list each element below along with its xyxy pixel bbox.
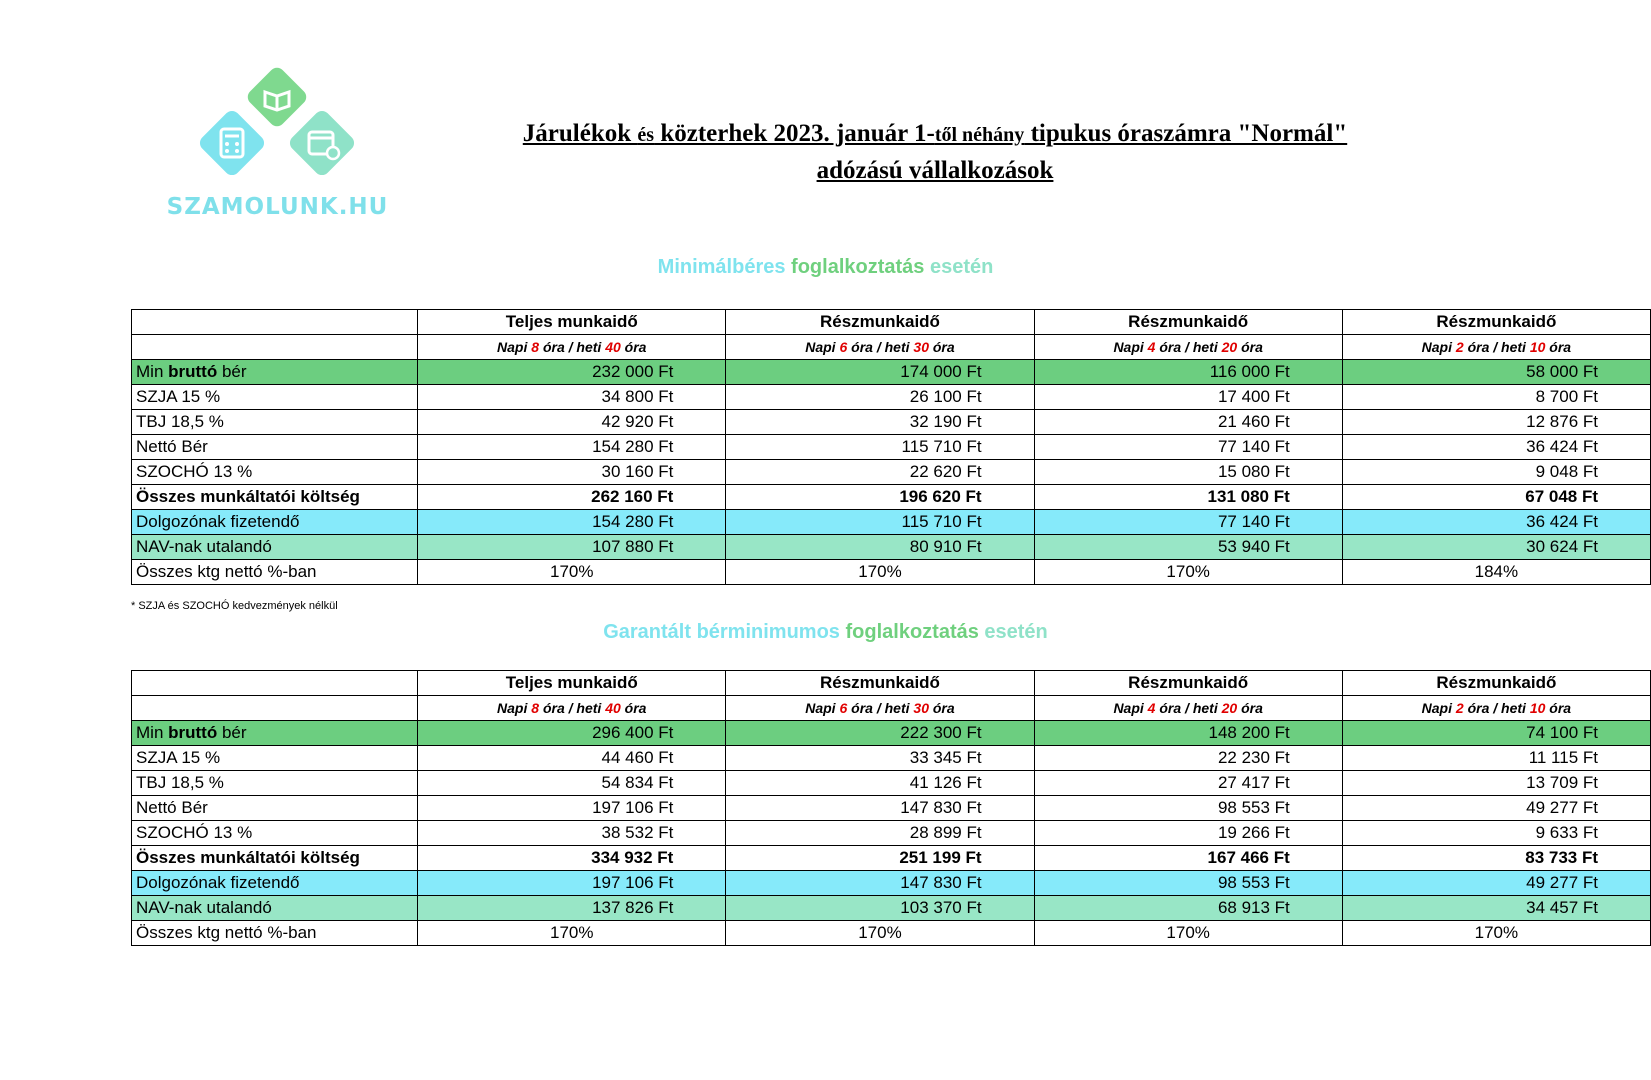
subheader-corner <box>132 335 418 360</box>
cell-value: 103 370 Ft <box>726 896 1034 921</box>
row-label-part: Min <box>136 723 169 742</box>
subheader-part: óra / heti <box>542 339 602 355</box>
subheader-part: 30 <box>913 700 929 716</box>
title-line-1: Járulékok és közterhek 2023. január 1-től néhány tipukus óraszámra "Normál" <box>522 120 1348 147</box>
cell-value: 22 230 Ft <box>1034 746 1342 771</box>
cell-value: 296 400 Ft <box>418 721 726 746</box>
column-subheader <box>1034 335 1342 360</box>
cell-value: 83 733 Ft <box>1342 846 1650 871</box>
title-line-2: adózású vállalkozások <box>816 157 1054 184</box>
row-label: Összes ktg nettó %-ban <box>132 560 418 585</box>
subheader-part: 40 <box>605 700 621 716</box>
table-row <box>132 460 1651 485</box>
subheader-part: 4 <box>1147 339 1156 355</box>
subheader-row <box>132 335 1651 360</box>
cell-value: 22 620 Ft <box>726 460 1034 485</box>
cell-value: 222 300 Ft <box>726 721 1034 746</box>
row-label-part: bér <box>217 362 247 381</box>
subheader-part: óra <box>932 700 955 716</box>
cell-value: 13 709 Ft <box>1342 771 1650 796</box>
subheader-part: 6 <box>839 700 848 716</box>
subheader-part: óra / heti <box>851 700 910 716</box>
row-label-part: bér <box>217 723 247 742</box>
row-label-bold: bruttó <box>168 362 218 381</box>
cell-value: 170% <box>1034 921 1342 946</box>
table-row <box>132 560 1651 585</box>
row-label: TBJ 18,5 % <box>132 771 418 796</box>
row-label: Nettó Bér <box>132 796 418 821</box>
subheader-part: óra <box>932 339 955 355</box>
column-header: Részmunkaidő <box>1034 671 1342 696</box>
page-title <box>430 116 1440 189</box>
cell-value: 32 190 Ft <box>726 410 1034 435</box>
cell-value: 9 048 Ft <box>1342 460 1650 485</box>
table-row <box>132 435 1651 460</box>
column-subheader <box>418 696 726 721</box>
row-label: NAV-nak utalandó <box>132 896 418 921</box>
table-row <box>132 410 1651 435</box>
cell-value: 251 199 Ft <box>726 846 1034 871</box>
cell-value: 8 700 Ft <box>1342 385 1650 410</box>
cell-value: 74 100 Ft <box>1342 721 1650 746</box>
cell-value: 19 266 Ft <box>1034 821 1342 846</box>
table-row <box>132 771 1651 796</box>
subheader-part: óra / heti <box>1159 339 1218 355</box>
table-row <box>132 796 1651 821</box>
cell-value: 115 710 Ft <box>726 510 1034 535</box>
cell-value: 147 830 Ft <box>726 871 1034 896</box>
row-label-part: Min <box>136 362 169 381</box>
subheader-part: Napi <box>1113 700 1144 716</box>
cell-value: 36 424 Ft <box>1342 435 1650 460</box>
subheader-part: 6 <box>839 339 848 355</box>
column-header: Teljes munkaidő <box>418 671 726 696</box>
column-header: Teljes munkaidő <box>418 310 726 335</box>
cell-value: 77 140 Ft <box>1034 435 1342 460</box>
column-subheader <box>1342 696 1650 721</box>
cell-value: 80 910 Ft <box>726 535 1034 560</box>
table-garantalt-berminimum <box>131 670 1651 946</box>
subheader-corner <box>132 696 418 721</box>
cell-value: 15 080 Ft <box>1034 460 1342 485</box>
cell-value: 174 000 Ft <box>726 360 1034 385</box>
subheader-part: Napi <box>1113 339 1144 355</box>
subheader-part: Napi <box>1421 339 1452 355</box>
logo <box>150 66 405 236</box>
column-header: Részmunkaidő <box>1342 671 1650 696</box>
header-corner <box>132 671 418 696</box>
table-row <box>132 360 1651 385</box>
column-subheader <box>1034 696 1342 721</box>
cell-value: 116 000 Ft <box>1034 360 1342 385</box>
column-subheader <box>418 335 726 360</box>
cell-value: 137 826 Ft <box>418 896 726 921</box>
table-row <box>132 871 1651 896</box>
table-row <box>132 821 1651 846</box>
cell-value: 148 200 Ft <box>1034 721 1342 746</box>
cell-value: 170% <box>1034 560 1342 585</box>
cell-value: 334 932 Ft <box>418 846 726 871</box>
cell-value: 30 160 Ft <box>418 460 726 485</box>
row-label: SZJA 15 % <box>132 385 418 410</box>
column-subheader <box>1342 335 1650 360</box>
row-label: Összes munkáltatói költség <box>132 846 418 871</box>
cell-value: 38 532 Ft <box>418 821 726 846</box>
cell-value: 34 457 Ft <box>1342 896 1650 921</box>
table-row <box>132 721 1651 746</box>
table2-subtitle: Garantált bérminimumos foglalkoztatás esetén <box>603 621 1048 643</box>
cell-value: 154 280 Ft <box>418 510 726 535</box>
subheader-part: Napi <box>805 339 836 355</box>
cell-value: 196 620 Ft <box>726 485 1034 510</box>
subheader-part: óra / heti <box>1467 700 1526 716</box>
cell-value: 262 160 Ft <box>418 485 726 510</box>
header-row <box>132 671 1651 696</box>
footnote: * SZJA és SZOCHÓ kedvezmények nélkül <box>131 600 338 612</box>
subheader-row <box>132 696 1651 721</box>
row-label: Összes ktg nettó %-ban <box>132 921 418 946</box>
subheader-part: 8 <box>531 339 540 355</box>
header-corner <box>132 310 418 335</box>
cell-value: 67 048 Ft <box>1342 485 1650 510</box>
subheader-part: 10 <box>1529 339 1546 355</box>
subheader-part: óra <box>624 339 647 355</box>
logo-graphic <box>192 66 362 186</box>
table-row <box>132 485 1651 510</box>
subheader-part: 2 <box>1455 700 1464 716</box>
row-label: SZOCHÓ 13 % <box>132 821 418 846</box>
cell-value: 98 553 Ft <box>1034 796 1342 821</box>
cell-value: 42 920 Ft <box>418 410 726 435</box>
subheader-part: 40 <box>605 339 621 355</box>
subheader-part: óra <box>1241 339 1263 355</box>
cell-value: 197 106 Ft <box>418 796 726 821</box>
cell-value: 44 460 Ft <box>418 746 726 771</box>
table1-subtitle: Minimálbéres foglalkoztatás esetén <box>657 256 994 278</box>
table-minimalberes <box>131 309 1651 585</box>
table-row <box>132 746 1651 771</box>
cell-value: 11 115 Ft <box>1342 746 1650 771</box>
column-header: Részmunkaidő <box>726 310 1034 335</box>
cell-value: 107 880 Ft <box>418 535 726 560</box>
cell-value: 54 834 Ft <box>418 771 726 796</box>
cell-value: 184% <box>1342 560 1650 585</box>
row-label: Nettó Bér <box>132 435 418 460</box>
cell-value: 77 140 Ft <box>1034 510 1342 535</box>
cell-value: 170% <box>1342 921 1650 946</box>
row-label: Dolgozónak fizetendő <box>132 871 418 896</box>
row-label: NAV-nak utalandó <box>132 535 418 560</box>
cell-value: 26 100 Ft <box>726 385 1034 410</box>
cell-value: 170% <box>726 560 1034 585</box>
cell-value: 17 400 Ft <box>1034 385 1342 410</box>
table-row <box>132 921 1651 946</box>
subheader-part: Napi <box>805 700 836 716</box>
subheader-part: óra / heti <box>542 700 602 716</box>
subheader-part: óra / heti <box>851 339 910 355</box>
cell-value: 147 830 Ft <box>726 796 1034 821</box>
cell-value: 12 876 Ft <box>1342 410 1650 435</box>
column-header: Részmunkaidő <box>726 671 1034 696</box>
table-row <box>132 510 1651 535</box>
logo-text: SZAMOLUNK.HU <box>166 194 389 220</box>
row-label: SZOCHÓ 13 % <box>132 460 418 485</box>
cell-value: 98 553 Ft <box>1034 871 1342 896</box>
calendar-icon <box>287 108 358 179</box>
calculator-icon <box>197 108 268 179</box>
subheader-part: Napi <box>497 339 528 355</box>
column-header: Részmunkaidő <box>1034 310 1342 335</box>
subheader-part: 20 <box>1221 339 1238 355</box>
column-header: Részmunkaidő <box>1342 310 1650 335</box>
cell-value: 58 000 Ft <box>1342 360 1650 385</box>
subheader-part: Napi <box>1421 700 1452 716</box>
header-row <box>132 310 1651 335</box>
cell-value: 131 080 Ft <box>1034 485 1342 510</box>
subheader-part: óra <box>624 700 647 716</box>
cell-value: 41 126 Ft <box>726 771 1034 796</box>
subheader-part: óra / heti <box>1467 339 1526 355</box>
subheader-part: óra <box>1549 700 1572 716</box>
row-label-bold: bruttó <box>168 723 218 742</box>
cell-value: 30 624 Ft <box>1342 535 1650 560</box>
cell-value: 170% <box>726 921 1034 946</box>
cell-value: 154 280 Ft <box>418 435 726 460</box>
cell-value: 36 424 Ft <box>1342 510 1650 535</box>
cell-value: 232 000 Ft <box>418 360 726 385</box>
subheader-part: óra <box>1549 339 1572 355</box>
table-row <box>132 385 1651 410</box>
cell-value: 197 106 Ft <box>418 871 726 896</box>
column-subheader <box>726 696 1034 721</box>
cell-value: 49 277 Ft <box>1342 871 1650 896</box>
row-label: Összes munkáltatói költség <box>132 485 418 510</box>
table-row <box>132 896 1651 921</box>
subheader-part: 10 <box>1529 700 1546 716</box>
cell-value: 170% <box>418 921 726 946</box>
subheader-part: óra / heti <box>1159 700 1218 716</box>
row-label: TBJ 18,5 % <box>132 410 418 435</box>
cell-value: 21 460 Ft <box>1034 410 1342 435</box>
cell-value: 167 466 Ft <box>1034 846 1342 871</box>
cell-value: 68 913 Ft <box>1034 896 1342 921</box>
row-label: Dolgozónak fizetendő <box>132 510 418 535</box>
subheader-part: 20 <box>1221 700 1238 716</box>
row-label <box>132 721 418 746</box>
column-subheader <box>726 335 1034 360</box>
table-row <box>132 846 1651 871</box>
cell-value: 28 899 Ft <box>726 821 1034 846</box>
subheader-part: 2 <box>1455 339 1464 355</box>
cell-value: 33 345 Ft <box>726 746 1034 771</box>
cell-value: 49 277 Ft <box>1342 796 1650 821</box>
cell-value: 27 417 Ft <box>1034 771 1342 796</box>
cell-value: 53 940 Ft <box>1034 535 1342 560</box>
cell-value: 34 800 Ft <box>418 385 726 410</box>
row-label <box>132 360 418 385</box>
book-icon <box>244 66 309 130</box>
cell-value: 115 710 Ft <box>726 435 1034 460</box>
cell-value: 170% <box>418 560 726 585</box>
subheader-part: óra <box>1241 700 1263 716</box>
subheader-part: 8 <box>531 700 540 716</box>
subheader-part: 30 <box>913 339 929 355</box>
row-label: SZJA 15 % <box>132 746 418 771</box>
cell-value: 9 633 Ft <box>1342 821 1650 846</box>
table-row <box>132 535 1651 560</box>
subheader-part: 4 <box>1147 700 1156 716</box>
subheader-part: Napi <box>497 700 528 716</box>
